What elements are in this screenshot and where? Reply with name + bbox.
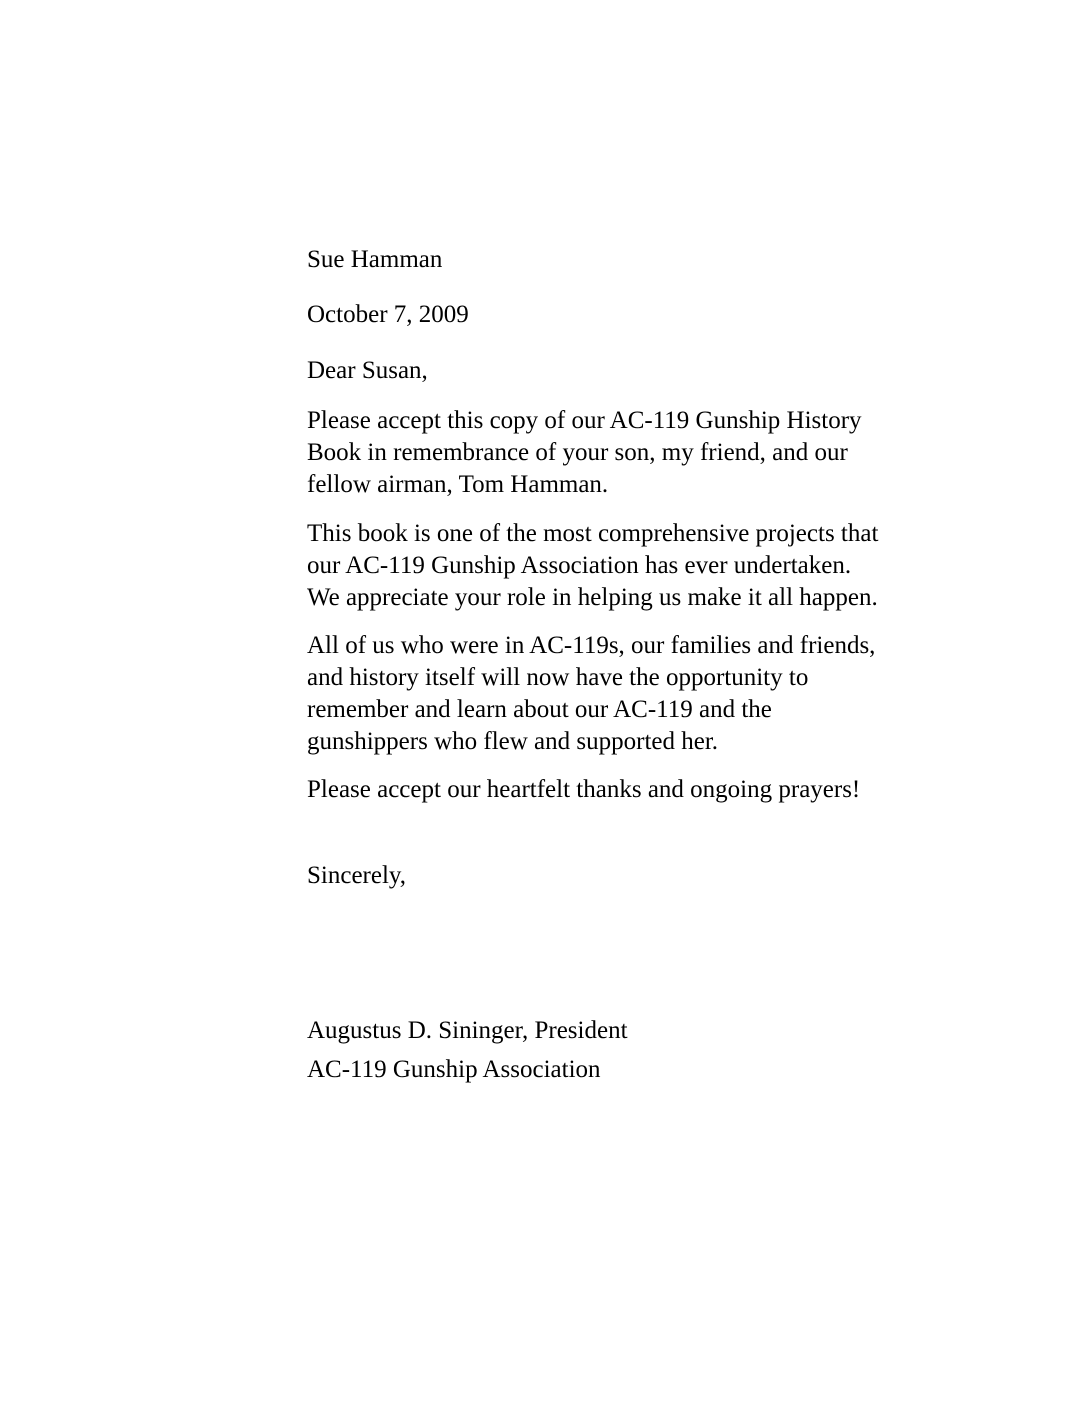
body-paragraph-3 xyxy=(307,630,875,758)
closing: Sincerely, xyxy=(307,862,407,889)
paragraph-line: This book is one of the most comprehensive projects that xyxy=(307,520,879,547)
paragraph-line: We appreciate your role in helping us make it all happen. xyxy=(307,584,878,611)
signer-organization: AC-119 Gunship Association xyxy=(307,1056,601,1083)
body-paragraph-4 xyxy=(307,774,860,806)
paragraph-line: All of us who were in AC-119s, our families and friends, xyxy=(307,632,876,659)
recipient-name: Sue Hamman xyxy=(307,246,443,273)
body-paragraph-2 xyxy=(307,518,878,614)
body-paragraph-1 xyxy=(307,405,862,501)
paragraph-line: gunshippers who flew and supported her. xyxy=(307,728,719,755)
paragraph-line: fellow airman, Tom Hamman. xyxy=(307,471,609,498)
paragraph-line: and history itself will now have the opportunity to xyxy=(307,664,809,691)
paragraph-line: Please accept this copy of our AC-119 Gunship History xyxy=(307,407,862,434)
salutation: Dear Susan, xyxy=(307,357,428,384)
letter-date: October 7, 2009 xyxy=(307,301,469,328)
paragraph-line: our AC-119 Gunship Association has ever undertaken. xyxy=(307,552,852,579)
paragraph-line: Please accept our heartfelt thanks and ongoing prayers! xyxy=(307,776,861,803)
paragraph-line: Book in remembrance of your son, my friend, and our xyxy=(307,439,848,466)
signer-name-title: Augustus D. Sininger, President xyxy=(307,1017,628,1044)
paragraph-line: remember and learn about our AC-119 and the xyxy=(307,696,772,723)
